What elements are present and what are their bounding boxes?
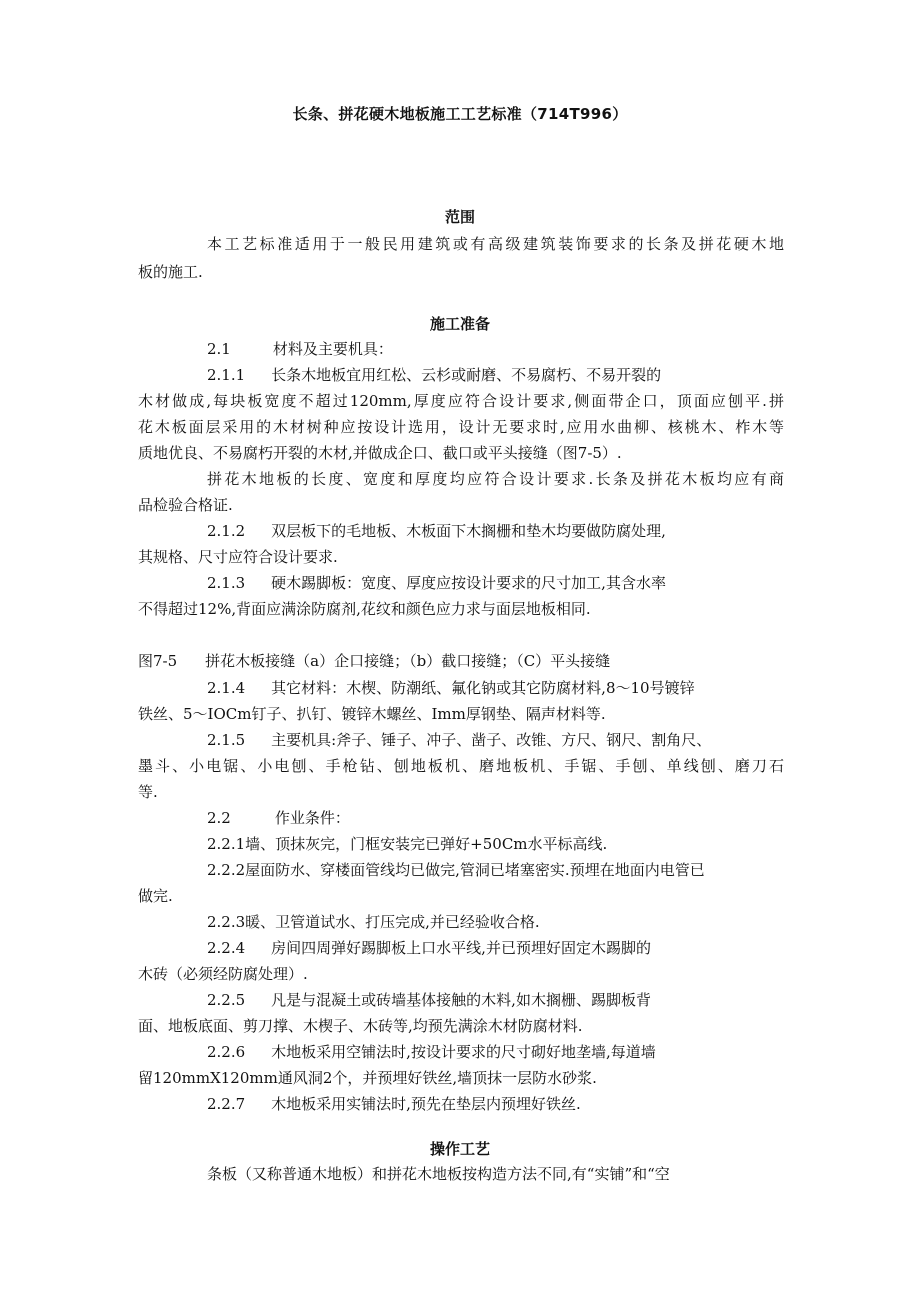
clause-text: 木地板采用实铺法时,预先在垫层内预埋好铁丝. [271,1095,581,1113]
paragraph-line: 品检验合格证. [138,496,233,514]
clause-number: 2.2.4 [207,939,246,957]
document-title: 长条、拼花硬木地板施工工艺标准（714T996） [292,105,628,123]
paragraph-line: 面、地板底面、剪刀撑、木楔子、木砖等,均预先满涂木材防腐材料. [138,1017,583,1035]
clause-number: 2.1.2 [207,522,246,540]
clause-number: 2.1 [207,340,231,358]
clause-text: 木地板采用空铺法时,按设计要求的尺寸砌好地垄墙,每道墙 [271,1043,656,1061]
clause-number: 2.1.4 [207,679,246,697]
clause-2-1-2 [207,521,666,541]
clause-text: 长条木地板宜用红松、云杉或耐磨、不易腐朽、不易开裂的 [271,366,662,384]
paragraph-line: 留120mmX120mm通风洞2个，并预埋好铁丝,墙顶抹一层防水砂浆. [138,1069,597,1087]
paragraph-line: 铁丝、5～IOCm钉子、扒钉、镀锌木螺丝、Imm厚钢垫、隔声材料等. [138,705,606,723]
section-heading-scope: 范围 [444,208,475,226]
clause-number: 2.2.7 [207,1095,246,1113]
paragraph-line: 木砖（必须经防腐处理）. [138,965,308,983]
clause-2-1-5 [207,730,711,750]
clause-2-1-1 [207,365,661,385]
clause-2-2-5 [207,990,651,1010]
clause-text: 凡是与混凝土或砖墙基体接触的木料,如木搁栅、踢脚板背 [271,991,651,1009]
section-heading-prep: 施工准备 [429,315,490,333]
clause-2-2-7 [207,1094,581,1114]
clause-2-1 [207,339,393,359]
clause-text: 主要机具:斧子、锤子、冲子、凿子、改锥、方尺、钢尺、割角尺、 [271,731,712,749]
clause-number: 2.1.3 [207,574,246,592]
clause-number: 2.1.5 [207,731,246,749]
paragraph-line: 拼花木地板的长度、宽度和厚度均应符合设计要求.长条及拼花木板均应有商 [207,470,784,488]
paragraph-line: 等. [138,783,158,801]
clause-text: 材料及主要机具： [272,340,393,358]
clause-text: 硬木踢脚板：宽度、厚度应按设计要求的尺寸加工,其含水率 [271,574,666,592]
paragraph-line: 质地优良、不易腐朽开裂的木材,并做成企口、截口或平头接缝（图7-5）. [138,444,622,462]
paragraph-line: 木材做成,每块板宽度不超过120mm,厚度应符合设计要求,侧面带企口，顶面应刨平.拼 [138,392,784,410]
clause-2-1-3 [207,573,666,593]
clause-2-2-3: 2.2.3暖、卫管道试水、打压完成,并已经验收合格. [207,913,540,931]
clause-text: 作业条件： [274,809,350,827]
paragraph-line: 做完. [138,887,173,905]
clause-number: 2.2.5 [207,991,246,1009]
paragraph-line: 板的施工. [138,263,203,281]
clause-number: 2.2 [207,809,231,827]
clause-number: 2.1.1 [207,366,246,384]
clause-2-2-2: 2.2.2屋面防水、穿楼面管线均已做完,管洞已堵塞密实.预埋在地面内电管已 [207,861,705,879]
figure-label: 图7-5 [138,652,178,670]
paragraph-line: 花木板面层采用的木材树种应按设计选用，设计无要求时,应用水曲柳、核桃木、柞木等 [138,418,784,436]
clause-2-2-4 [207,938,651,958]
clause-text: 双层板下的毛地板、木板面下木搁栅和垫木均要做防腐处理, [271,522,666,540]
clause-2-2 [207,808,350,828]
clause-2-2-1: 2.2.1墙、顶抹灰完，门框安装完已弹好+50Cm水平标高线. [207,835,608,853]
clause-2-1-4 [207,678,695,698]
clause-text: 其它材料：木楔、防潮纸、氟化钠或其它防腐材料,8～10号镀锌 [271,679,695,697]
figure-caption-text: 拼花木板接缝（a）企口接缝；（b）截口接缝；（C）平头接缝 [205,652,611,670]
paragraph-line: 不得超过12%,背面应满涂防腐剂,花纹和颜色应力求与面层地板相同. [138,600,591,618]
paragraph-line: 条板（又称普通木地板）和拼花木地板按构造方法不同,有“实铺”和“空 [207,1165,670,1183]
paragraph-line: 其规格、尺寸应符合设计要求. [138,548,338,566]
figure-caption [138,651,610,671]
section-heading-ops: 操作工艺 [429,1140,490,1158]
clause-2-2-6 [207,1042,656,1062]
paragraph-line: 本工艺标准适用于一般民用建筑或有高级建筑装饰要求的长条及拼花硬木地 [207,235,784,253]
paragraph-line: 墨斗、小电锯、小电刨、手枪钻、刨地板机、磨地板机、手锯、手刨、单线刨、磨刀石 [138,757,784,775]
clause-number: 2.2.6 [207,1043,246,1061]
clause-text: 房间四周弹好踢脚板上口水平线,并已预埋好固定木踢脚的 [271,939,651,957]
